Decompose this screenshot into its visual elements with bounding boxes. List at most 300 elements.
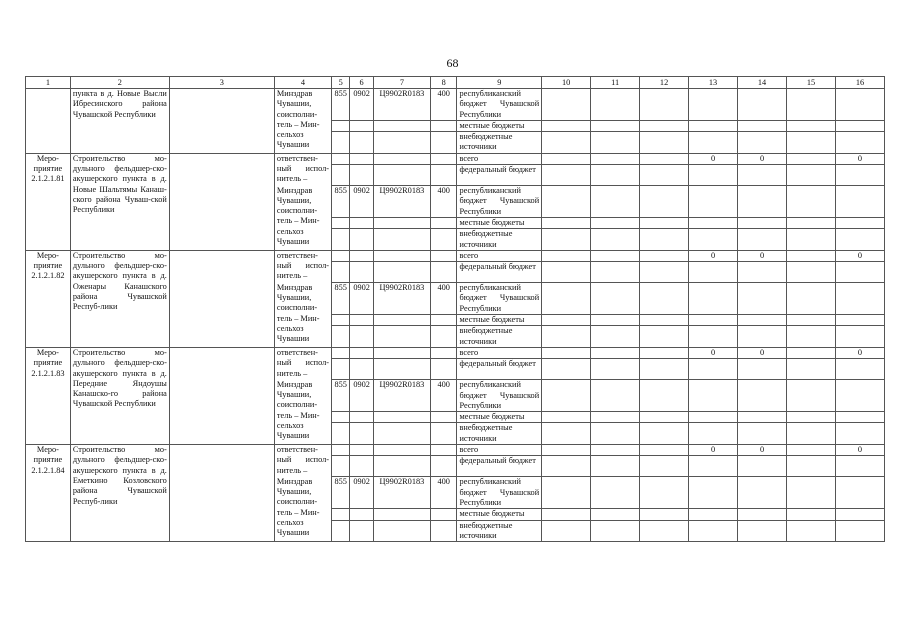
vr-cell: 400 [430, 477, 457, 509]
value-cell [591, 229, 640, 251]
value-cell [640, 445, 689, 456]
value-cell: 0 [835, 153, 884, 164]
value-cell [542, 262, 591, 283]
rz-cell [350, 165, 373, 186]
value-cell [591, 380, 640, 412]
value-cell [591, 120, 640, 131]
grbs-cell [332, 315, 350, 326]
value-cell [591, 186, 640, 218]
value-cell [591, 315, 640, 326]
value-cell [787, 456, 836, 477]
grbs-cell [332, 456, 350, 477]
source-cell: местные бюджеты [457, 315, 542, 326]
header-cell: 10 [542, 77, 591, 89]
header-cell: 8 [430, 77, 457, 89]
source-cell: местные бюджеты [457, 217, 542, 228]
csr-cell [373, 262, 430, 283]
value-cell: 0 [689, 153, 738, 164]
header-cell: 3 [169, 77, 274, 89]
grbs-cell [332, 165, 350, 186]
rz-cell [350, 132, 373, 154]
value-cell [542, 509, 591, 520]
source-cell: республиканский бюджет Чувашской Республики [457, 89, 542, 121]
value-cell [738, 456, 787, 477]
header-cell: 16 [835, 77, 884, 89]
value-cell [738, 315, 787, 326]
responsible-cell: ответствен-ный испол-нитель – [274, 250, 331, 282]
csr-cell [373, 456, 430, 477]
value-cell [591, 89, 640, 121]
source-cell: внебюджетные источники [457, 423, 542, 445]
source-cell: внебюджетные источники [457, 229, 542, 251]
value-cell: 0 [689, 445, 738, 456]
value-cell [689, 456, 738, 477]
value-cell [787, 283, 836, 315]
value-cell [738, 132, 787, 154]
rz-cell [350, 120, 373, 131]
rz-cell: 0902 [350, 89, 373, 121]
csr-cell: Ц9902R0183 [373, 283, 430, 315]
vr-cell: 400 [430, 89, 457, 121]
responsible-cell: Минздрав Чувашии, соисполни-тель – Мин-сельхоз Чувашии [274, 477, 331, 542]
empty-cell [169, 445, 274, 542]
value-cell: 0 [689, 250, 738, 261]
csr-cell [373, 347, 430, 358]
rz-cell [350, 520, 373, 542]
source-cell: всего [457, 250, 542, 261]
csr-cell: Ц9902R0183 [373, 186, 430, 218]
value-cell [591, 477, 640, 509]
value-cell [689, 217, 738, 228]
empty-cell [169, 153, 274, 250]
value-cell [787, 250, 836, 261]
value-cell [835, 423, 884, 445]
value-cell [542, 359, 591, 380]
table-row [26, 89, 885, 121]
value-cell [640, 509, 689, 520]
value-cell [689, 509, 738, 520]
value-cell [542, 347, 591, 358]
value-cell [787, 262, 836, 283]
header-cell: 14 [738, 77, 787, 89]
vr-cell [430, 229, 457, 251]
header-cell: 7 [373, 77, 430, 89]
value-cell [542, 250, 591, 261]
value-cell [542, 132, 591, 154]
value-cell [689, 326, 738, 348]
source-cell: всего [457, 153, 542, 164]
header-cell: 13 [689, 77, 738, 89]
grbs-cell [332, 262, 350, 283]
measure-id-cell: Меро-приятие 2.1.2.1.84 [26, 445, 71, 542]
value-cell [738, 89, 787, 121]
source-cell: республиканский бюджет Чувашской Республики [457, 380, 542, 412]
grbs-cell [332, 217, 350, 228]
value-cell [542, 217, 591, 228]
grbs-cell [332, 132, 350, 154]
csr-cell [373, 153, 430, 164]
vr-cell [430, 153, 457, 164]
value-cell [787, 520, 836, 542]
value-cell [738, 412, 787, 423]
value-cell: 0 [738, 250, 787, 261]
rz-cell [350, 456, 373, 477]
value-cell [835, 359, 884, 380]
value-cell [689, 359, 738, 380]
grbs-cell: 855 [332, 89, 350, 121]
value-cell [738, 359, 787, 380]
rz-cell [350, 229, 373, 251]
value-cell [591, 165, 640, 186]
grbs-cell [332, 250, 350, 261]
value-cell [591, 217, 640, 228]
value-cell [542, 326, 591, 348]
value-cell [738, 217, 787, 228]
measure-id-cell: Меро-приятие 2.1.2.1.82 [26, 250, 71, 347]
value-cell [591, 412, 640, 423]
responsible-cell: ответствен-ный испол-нитель – [274, 153, 331, 185]
header-cell: 9 [457, 77, 542, 89]
vr-cell: 400 [430, 186, 457, 218]
vr-cell [430, 120, 457, 131]
value-cell [542, 186, 591, 218]
value-cell [787, 165, 836, 186]
vr-cell [430, 520, 457, 542]
vr-cell [430, 456, 457, 477]
value-cell [689, 165, 738, 186]
table-row [26, 250, 885, 261]
empty-cell [169, 347, 274, 444]
vr-cell [430, 347, 457, 358]
rz-cell: 0902 [350, 380, 373, 412]
value-cell [542, 477, 591, 509]
source-cell: внебюджетные источники [457, 520, 542, 542]
vr-cell: 400 [430, 380, 457, 412]
rz-cell [350, 509, 373, 520]
value-cell [835, 89, 884, 121]
value-cell [689, 120, 738, 131]
responsible-cell: Минздрав Чувашии, соисполни-тель – Мин-сельхоз Чувашии [274, 283, 331, 348]
value-cell [542, 380, 591, 412]
vr-cell [430, 509, 457, 520]
value-cell [835, 509, 884, 520]
measure-title-cell: Строительство мо-дульного фельдшер-ско-акушерского пункта в д. Передние Яндоушы Канашско-го района Чувашской Республики [70, 347, 169, 444]
value-cell [738, 165, 787, 186]
value-cell [787, 132, 836, 154]
value-cell [591, 262, 640, 283]
value-cell [542, 445, 591, 456]
grbs-cell [332, 359, 350, 380]
value-cell [835, 186, 884, 218]
value-cell [640, 89, 689, 121]
value-cell: 0 [738, 153, 787, 164]
value-cell [738, 120, 787, 131]
value-cell [591, 283, 640, 315]
vr-cell [430, 359, 457, 380]
csr-cell [373, 423, 430, 445]
rz-cell [350, 412, 373, 423]
value-cell [835, 165, 884, 186]
responsible-cell: ответствен-ный испол-нитель – [274, 347, 331, 379]
value-cell [640, 165, 689, 186]
csr-cell: Ц9902R0183 [373, 477, 430, 509]
value-cell [640, 120, 689, 131]
value-cell [591, 509, 640, 520]
responsible-cell: Минздрав Чувашии, соисполни-тель – Мин-сельхоз Чувашии [274, 186, 331, 251]
source-cell: федеральный бюджет [457, 165, 542, 186]
value-cell [591, 153, 640, 164]
value-cell [835, 412, 884, 423]
grbs-cell [332, 229, 350, 251]
value-cell [787, 380, 836, 412]
value-cell [835, 456, 884, 477]
header-cell: 1 [26, 77, 71, 89]
grbs-cell: 855 [332, 186, 350, 218]
value-cell [738, 477, 787, 509]
responsible-cell: Минздрав Чувашии, соисполни-тель – Мин-сельхоз Чувашии [274, 89, 331, 154]
header-cell: 12 [640, 77, 689, 89]
value-cell [787, 477, 836, 509]
csr-cell: Ц9902R0183 [373, 89, 430, 121]
value-cell [591, 520, 640, 542]
value-cell [835, 326, 884, 348]
header-cell: 11 [591, 77, 640, 89]
rz-cell: 0902 [350, 186, 373, 218]
value-cell [787, 423, 836, 445]
grbs-cell: 855 [332, 477, 350, 509]
value-cell [591, 250, 640, 261]
source-cell: федеральный бюджет [457, 262, 542, 283]
vr-cell [430, 315, 457, 326]
vr-cell: 400 [430, 283, 457, 315]
value-cell: 0 [835, 445, 884, 456]
value-cell [640, 283, 689, 315]
value-cell [689, 229, 738, 251]
csr-cell [373, 250, 430, 261]
rz-cell: 0902 [350, 283, 373, 315]
value-cell [591, 423, 640, 445]
value-cell [738, 326, 787, 348]
value-cell [640, 132, 689, 154]
value-cell [835, 217, 884, 228]
rz-cell [350, 262, 373, 283]
grbs-cell [332, 509, 350, 520]
value-cell [835, 262, 884, 283]
rz-cell [350, 153, 373, 164]
value-cell [835, 132, 884, 154]
source-cell: местные бюджеты [457, 509, 542, 520]
value-cell [640, 217, 689, 228]
value-cell [542, 520, 591, 542]
rz-cell [350, 326, 373, 348]
csr-cell [373, 120, 430, 131]
source-cell: всего [457, 347, 542, 358]
csr-cell: Ц9902R0183 [373, 380, 430, 412]
empty-cell [169, 250, 274, 347]
value-cell [738, 283, 787, 315]
source-cell: федеральный бюджет [457, 359, 542, 380]
value-cell [787, 326, 836, 348]
rz-cell [350, 445, 373, 456]
value-cell [591, 359, 640, 380]
table-row [26, 445, 885, 456]
measure-id-cell [26, 89, 71, 154]
value-cell [640, 412, 689, 423]
rz-cell [350, 217, 373, 228]
value-cell [835, 315, 884, 326]
value-cell [689, 283, 738, 315]
value-cell [787, 186, 836, 218]
value-cell [640, 347, 689, 358]
value-cell [689, 132, 738, 154]
grbs-cell [332, 120, 350, 131]
value-cell [835, 229, 884, 251]
value-cell [640, 380, 689, 412]
source-cell: местные бюджеты [457, 120, 542, 131]
responsible-cell: Минздрав Чувашии, соисполни-тель – Мин-сельхоз Чувашии [274, 380, 331, 445]
value-cell [640, 456, 689, 477]
value-cell [689, 423, 738, 445]
value-cell [591, 326, 640, 348]
empty-cell [169, 89, 274, 154]
value-cell [787, 445, 836, 456]
value-cell [542, 229, 591, 251]
measure-title-cell: Строительство мо-дульного фельдшер-ско-акушерского пункта в д. Новые Шальтямы Канаш-ского района Чуваш-ской Республики [70, 153, 169, 250]
budget-table [25, 76, 885, 542]
value-cell [640, 423, 689, 445]
measure-title-cell: пункта в д. Новые Высли Ибресинского района Чувашской Республики [70, 89, 169, 154]
value-cell [542, 412, 591, 423]
value-cell [640, 262, 689, 283]
value-cell: 0 [738, 347, 787, 358]
csr-cell [373, 132, 430, 154]
value-cell [542, 456, 591, 477]
table-row [26, 347, 885, 358]
responsible-cell: ответствен-ный испол-нитель – [274, 445, 331, 477]
csr-cell [373, 315, 430, 326]
value-cell [787, 229, 836, 251]
header-cell: 2 [70, 77, 169, 89]
source-cell: республиканский бюджет Чувашской Республики [457, 477, 542, 509]
value-cell [591, 132, 640, 154]
vr-cell [430, 165, 457, 186]
value-cell: 0 [835, 250, 884, 261]
value-cell [542, 120, 591, 131]
measure-id-cell: Меро-приятие 2.1.2.1.83 [26, 347, 71, 444]
value-cell [689, 380, 738, 412]
vr-cell [430, 412, 457, 423]
measure-title-cell: Строительство мо-дульного фельдшер-ско-акушерского пункта в д. Оженары Канашского района Чувашской Респуб-лики [70, 250, 169, 347]
csr-cell [373, 217, 430, 228]
value-cell [787, 347, 836, 358]
value-cell [738, 509, 787, 520]
csr-cell [373, 359, 430, 380]
grbs-cell: 855 [332, 283, 350, 315]
value-cell [787, 89, 836, 121]
rz-cell [350, 359, 373, 380]
csr-cell [373, 165, 430, 186]
source-cell: местные бюджеты [457, 412, 542, 423]
value-cell [738, 262, 787, 283]
value-cell [542, 283, 591, 315]
value-cell [689, 89, 738, 121]
csr-cell [373, 509, 430, 520]
source-cell: федеральный бюджет [457, 456, 542, 477]
value-cell [542, 165, 591, 186]
value-cell [640, 229, 689, 251]
csr-cell [373, 520, 430, 542]
value-cell: 0 [689, 347, 738, 358]
value-cell [591, 456, 640, 477]
value-cell [787, 120, 836, 131]
value-cell [787, 315, 836, 326]
value-cell [738, 520, 787, 542]
value-cell [835, 477, 884, 509]
value-cell: 0 [738, 445, 787, 456]
source-cell: внебюджетные источники [457, 326, 542, 348]
vr-cell [430, 217, 457, 228]
vr-cell [430, 262, 457, 283]
value-cell [738, 380, 787, 412]
source-cell: внебюджетные источники [457, 132, 542, 154]
value-cell [689, 262, 738, 283]
value-cell: 0 [835, 347, 884, 358]
csr-cell [373, 229, 430, 251]
rz-cell: 0902 [350, 477, 373, 509]
csr-cell [373, 412, 430, 423]
value-cell [640, 477, 689, 509]
value-cell [640, 250, 689, 261]
value-cell [542, 423, 591, 445]
source-cell: республиканский бюджет Чувашской Республики [457, 186, 542, 218]
header-cell: 4 [274, 77, 331, 89]
vr-cell [430, 132, 457, 154]
source-cell: всего [457, 445, 542, 456]
value-cell [835, 120, 884, 131]
header-cell: 15 [787, 77, 836, 89]
value-cell [787, 359, 836, 380]
csr-cell [373, 326, 430, 348]
value-cell [835, 380, 884, 412]
measure-id-cell: Меро-приятие 2.1.2.1.81 [26, 153, 71, 250]
grbs-cell [332, 347, 350, 358]
value-cell [787, 217, 836, 228]
value-cell [591, 347, 640, 358]
value-cell [640, 153, 689, 164]
grbs-cell: 855 [332, 380, 350, 412]
value-cell [835, 520, 884, 542]
value-cell [640, 326, 689, 348]
page-number: 68 [446, 56, 459, 70]
value-cell [738, 186, 787, 218]
value-cell [542, 153, 591, 164]
value-cell [542, 89, 591, 121]
value-cell [787, 509, 836, 520]
source-cell: республиканский бюджет Чувашской Республики [457, 283, 542, 315]
value-cell [640, 359, 689, 380]
vr-cell [430, 250, 457, 261]
header-cell: 5 [332, 77, 350, 89]
value-cell [640, 315, 689, 326]
rz-cell [350, 423, 373, 445]
value-cell [640, 520, 689, 542]
value-cell [835, 283, 884, 315]
csr-cell [373, 445, 430, 456]
value-cell [591, 445, 640, 456]
value-cell [689, 520, 738, 542]
rz-cell [350, 347, 373, 358]
vr-cell [430, 445, 457, 456]
